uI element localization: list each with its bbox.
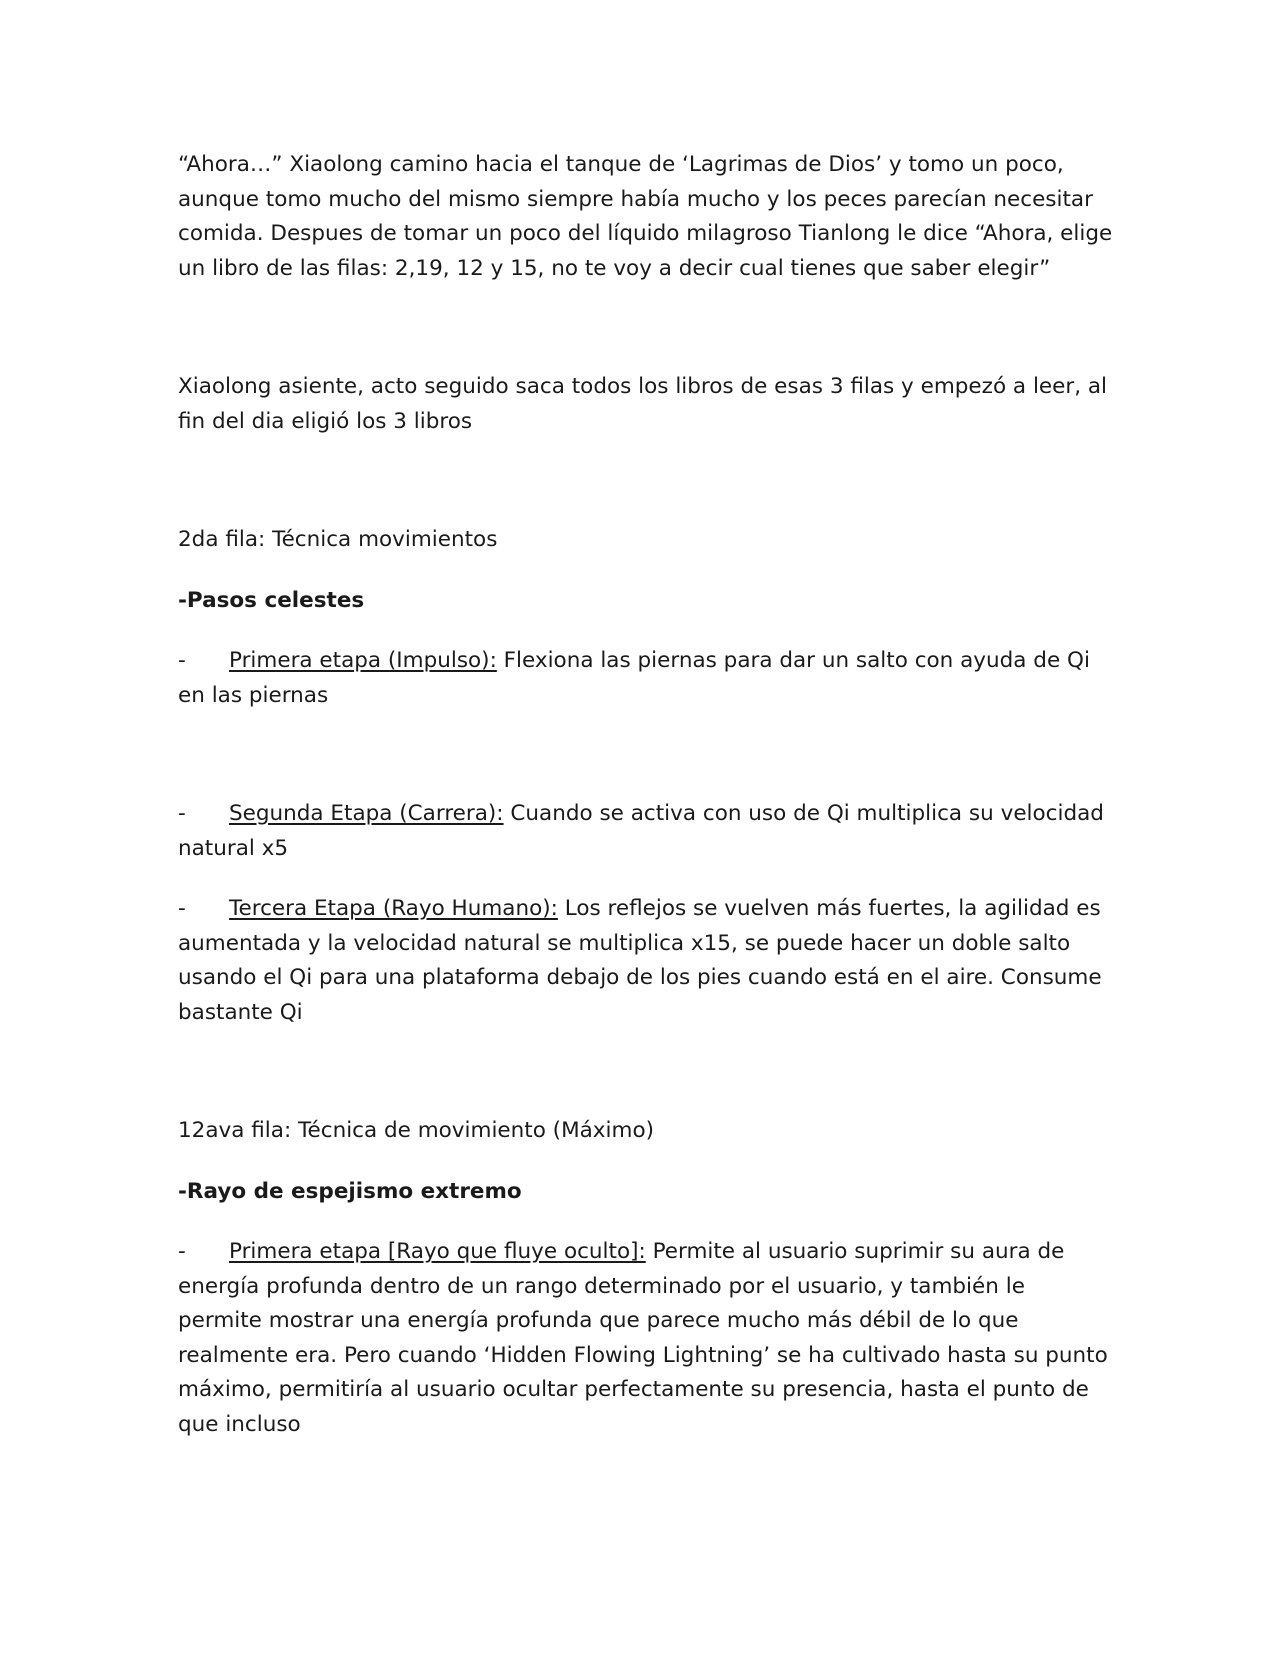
stage-label: Primera etapa (Impulso): bbox=[229, 648, 497, 673]
list-dash: - bbox=[178, 1239, 186, 1264]
stage-item-carrera bbox=[178, 797, 1113, 866]
stage-text: Flexiona las piernas para dar un salto con ayuda de Qi en las piernas bbox=[178, 648, 1090, 708]
stage-label: Segunda Etapa (Carrera): bbox=[229, 801, 504, 826]
list-dash: - bbox=[178, 648, 186, 673]
stage-label: Primera etapa [Rayo que fluye oculto]: bbox=[229, 1239, 646, 1264]
stage-item-impulso bbox=[178, 644, 1113, 713]
stage-text: Los reflejos se vuelven más fuertes, la agilidad es aumentada y la velocidad natural se multiplica x15, se puede hacer un doble salto usando el Qi para una plataforma debajo de los pies cuando está en el aire. Consume bastante Qi bbox=[178, 896, 1102, 1025]
second-paragraph: Xiaolong asiente, acto seguido saca todos los libros de esas 3 filas y empezó a leer, al fin del dia eligió los 3 libros bbox=[178, 374, 1108, 434]
stage-text: Cuando se activa con uso de Qi multiplica su velocidad natural x5 bbox=[178, 801, 1104, 861]
stage-label: Tercera Etapa (Rayo Humano): bbox=[229, 896, 558, 921]
list-dash: - bbox=[178, 801, 186, 826]
intro-paragraph: “Ahora…” Xiaolong camino hacia el tanque de ‘Lagrimas de Dios’ y tomo un poco, aunque tomo mucho del mismo siempre había mucho y los peces parecían necesitar comida. Despues de tomar un poco del líquido milagroso Tianlong le dice “Ahora, elige un libro de las filas: 2,19, 12 y 15, no te voy a decir cual tienes que saber elegir” bbox=[178, 152, 1113, 281]
technique-heading-pasos-celestes: -Pasos celestes bbox=[178, 587, 365, 613]
stage-item-rayo-humano bbox=[178, 892, 1113, 1030]
technique-heading-rayo-espejismo: -Rayo de espejismo extremo bbox=[178, 1178, 522, 1204]
stage-text: Permite al usuario suprimir su aura de energía profunda dentro de un rango determinado por el usuario, y también le permite mostrar una energía profunda que parece mucho más débil de lo que realmente era. Pero cuando ‘Hidden Flowing Lightning’ se ha cultivado hasta su punto máximo, permitiría al usuario ocultar perfectamente su presencia, hasta el punto de que incluso bbox=[178, 1239, 1108, 1437]
list-dash: - bbox=[178, 896, 186, 921]
section-title-2da-fila: 2da fila: Técnica movimientos bbox=[178, 527, 498, 552]
document-page bbox=[178, 148, 1113, 1442]
section-title-12ava-fila: 12ava fila: Técnica de movimiento (Máximo) bbox=[178, 1118, 654, 1143]
stage-item-rayo-oculto bbox=[178, 1235, 1113, 1442]
